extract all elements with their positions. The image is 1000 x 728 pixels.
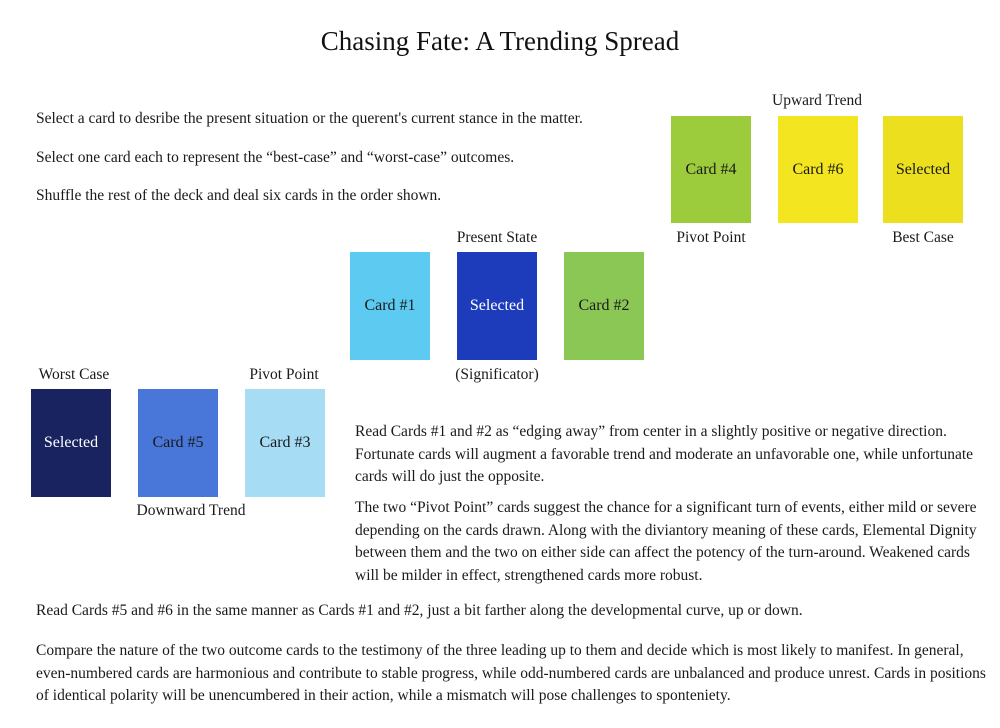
card-significator-label: Selected — [469, 297, 525, 314]
label-best-case: Best Case — [892, 229, 954, 246]
intro-line-3: Shuffle the rest of the deck and deal six cards in the order shown. — [36, 187, 442, 204]
page-title: Chasing Fate: A Trending Spread — [320, 26, 680, 56]
card-best-case — [883, 116, 963, 223]
card-2-label: Card #2 — [578, 297, 630, 314]
card-worst-case-label: Selected — [43, 434, 99, 451]
card-6 — [778, 116, 858, 223]
card-6-label: Card #6 — [792, 160, 844, 178]
paragraph-pivot-point: The two “Pivot Point” cards suggest the chance for a significant turn of events, either mild or severe depending on the cards drawn. Along with the diviantory meaning of these cards, Elemental Dignity between them and the two on either side can affect the potency of the turn-around. Weakened cards will be milder in effect, strengthened cards more robust. — [355, 499, 977, 584]
intro-line-2: Select one card each to represent the “best-case” and “worst-case” outcomes. — [36, 149, 515, 166]
card-1-label: Card #1 — [364, 297, 416, 314]
label-pivot-point-top: Pivot Point — [676, 229, 746, 246]
paragraph-compare-outcomes: Compare the nature of the two outcome cards to the testimony of the three leading up to them and decide which is most likely to manifest. In general, even-numbered cards are harmonious and contribute to stable progress, while odd-numbered cards are unbalanced and produce unrest. Cards in positions of identical polarity will be unencumbered in their action, while a mismatch will pose challenges to sponteniety. — [36, 642, 986, 704]
card-1 — [350, 252, 430, 360]
card-5 — [138, 389, 218, 497]
paragraph-edging-away: Read Cards #1 and #2 as “edging away” from center in a slightly positive or negative direction. Fortunate cards will augment a favorable trend and moderate an unfavorable one, while unfortunate cards will do just the opposite. — [355, 423, 974, 485]
label-significator: (Significator) — [455, 366, 539, 383]
card-2 — [564, 252, 644, 360]
intro-line-1: Select a card to desribe the present situation or the querent's current stance in the matter. — [36, 110, 583, 127]
card-significator — [457, 252, 537, 360]
card-4 — [671, 116, 751, 223]
card-worst-case — [31, 389, 111, 497]
label-present-state: Present State — [456, 229, 538, 246]
label-pivot-point-bottom: Pivot Point — [249, 366, 319, 383]
label-downward-trend: Downward Trend — [136, 502, 246, 519]
card-best-case-label: Selected — [895, 160, 951, 178]
card-5-label: Card #5 — [152, 434, 204, 451]
card-4-label: Card #4 — [685, 160, 737, 178]
paragraph-cards-5-6: Read Cards #5 and #6 in the same manner as Cards #1 and #2, just a bit farther along the developmental curve, up or down. — [36, 602, 803, 619]
card-3-label: Card #3 — [259, 434, 311, 451]
label-worst-case: Worst Case — [38, 366, 110, 383]
card-3 — [245, 389, 325, 497]
label-upward-trend: Upward Trend — [772, 92, 862, 109]
